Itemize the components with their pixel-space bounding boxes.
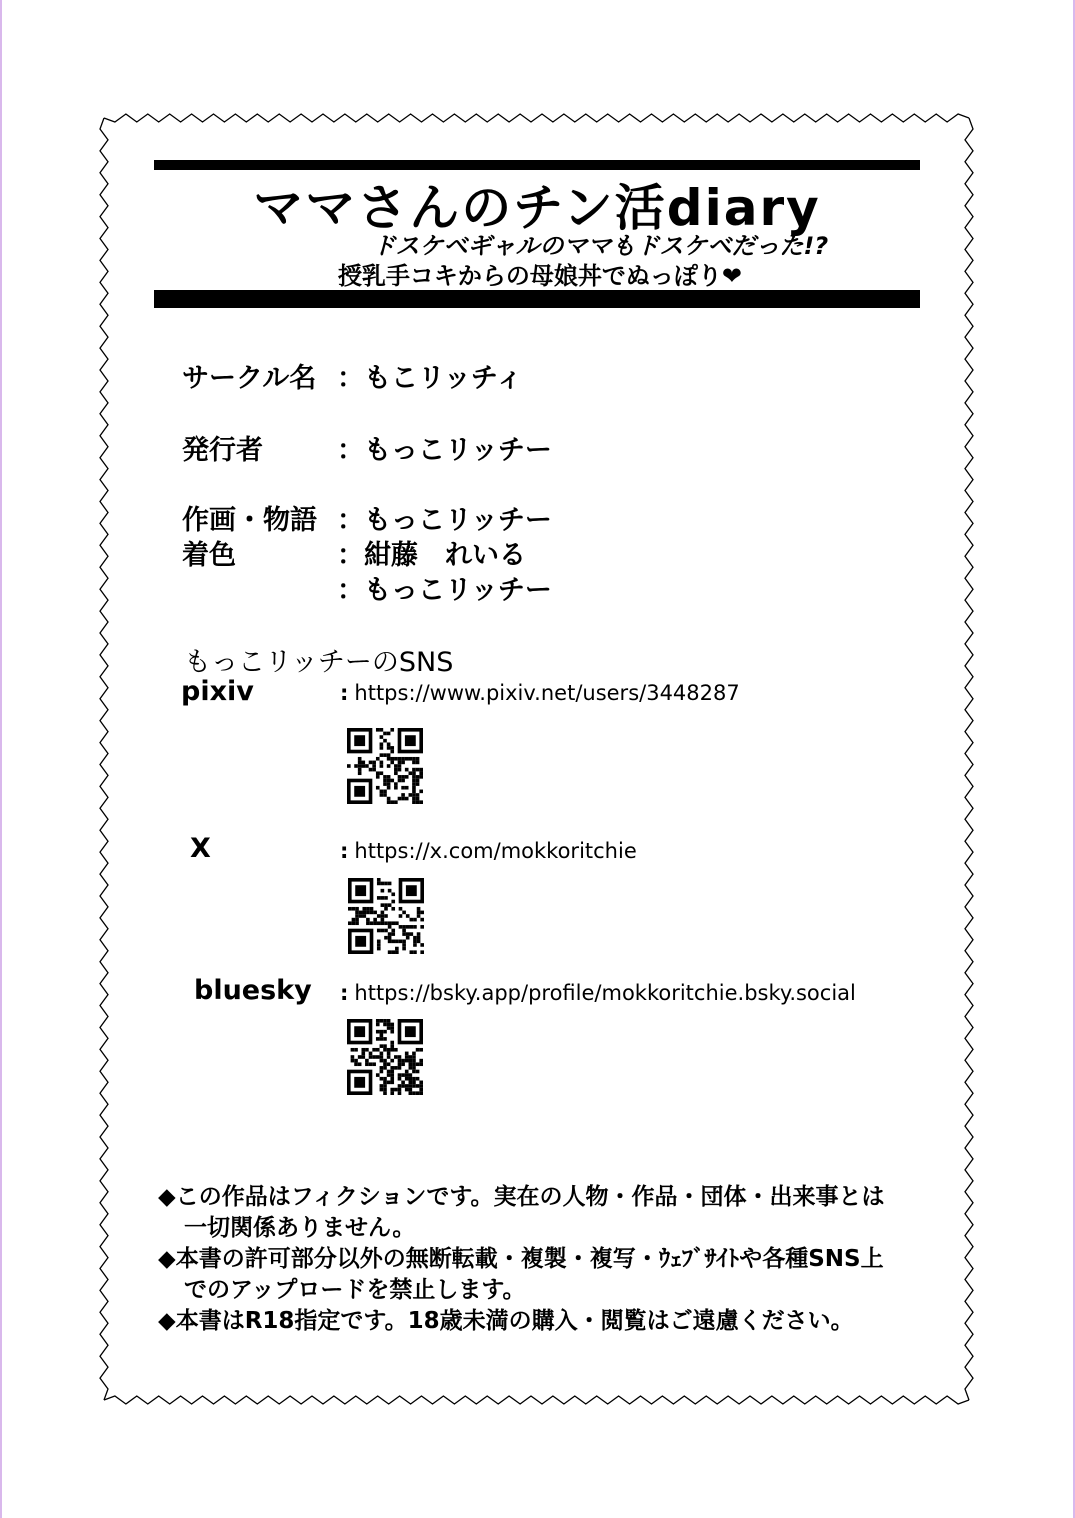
notice-copyright-line-2: でのアップロードを禁止します。 (184, 1277, 526, 1303)
credit-value-art-story: ：もっこリッチー (337, 505, 552, 536)
qr-code-bluesky-icon (347, 1019, 423, 1095)
notice-copyright (158, 1244, 928, 1306)
credit-label-publisher: 発行者 (182, 435, 263, 466)
credit-value-coloring-2: ：もっこリッチー (337, 575, 552, 606)
credit-value-circle: ：もこリッチィ (337, 363, 523, 394)
notice-fiction (158, 1182, 928, 1244)
subtitle-line-2: 授乳手コキからの母娘丼でぬっぽり❤ (337, 262, 743, 290)
subtitle-line-1: ドスケベギャルのママもドスケベだった!? (371, 232, 829, 260)
sns-url-x[interactable] (340, 839, 637, 863)
qr-code-pixiv-icon (347, 728, 423, 804)
sns-header: もっこリッチーのSNS (184, 647, 454, 678)
title-bar-bottom (154, 290, 920, 308)
sns-url-pixiv[interactable] (340, 681, 740, 705)
credit-value-publisher: ：もっこリッチー (337, 435, 552, 466)
qr-code-x-icon (348, 878, 424, 954)
credit-label-circle: サークル名 (182, 363, 317, 394)
colon: : (340, 981, 349, 1005)
notice-copyright-line-1: ◆本書の許可部分以外の無断転載・複製・複写・ｳｪﾌﾞｻｲﾄや各種SNS上 (158, 1246, 884, 1272)
notice-fiction-line-1: ◆この作品はフィクションです。実在の人物・作品・団体・出来事とは (158, 1184, 885, 1210)
sns-url-bluesky[interactable] (340, 981, 856, 1005)
sns-name-x: X (190, 833, 211, 864)
credit-label-coloring: 着色 (182, 540, 236, 571)
credit-label-art-story: 作画・物語 (182, 505, 317, 536)
notice-fiction-line-2: 一切関係ありません。 (184, 1215, 416, 1241)
book-title: ママさんのチン活diary (253, 179, 821, 237)
colon: : (340, 839, 349, 863)
pixiv-url-text[interactable]: https://www.pixiv.net/users/3448287 (354, 681, 740, 705)
credit-value-coloring-1: ：紺藤 れいる (337, 540, 526, 571)
colon: : (340, 681, 349, 705)
page-edge-left (0, 0, 2, 1518)
x-url-text[interactable]: https://x.com/mokkoritchie (354, 839, 637, 863)
notice-r18 (158, 1306, 928, 1337)
sns-name-bluesky: bluesky (194, 975, 312, 1006)
sns-name-pixiv: pixiv (181, 676, 254, 707)
notice-r18-line-1: ◆本書はR18指定です。18歳未満の購入・閲覧はご遠慮ください。 (158, 1308, 854, 1334)
bluesky-url-text[interactable]: https://bsky.app/profile/mokkoritchie.bsky.social (354, 981, 856, 1005)
